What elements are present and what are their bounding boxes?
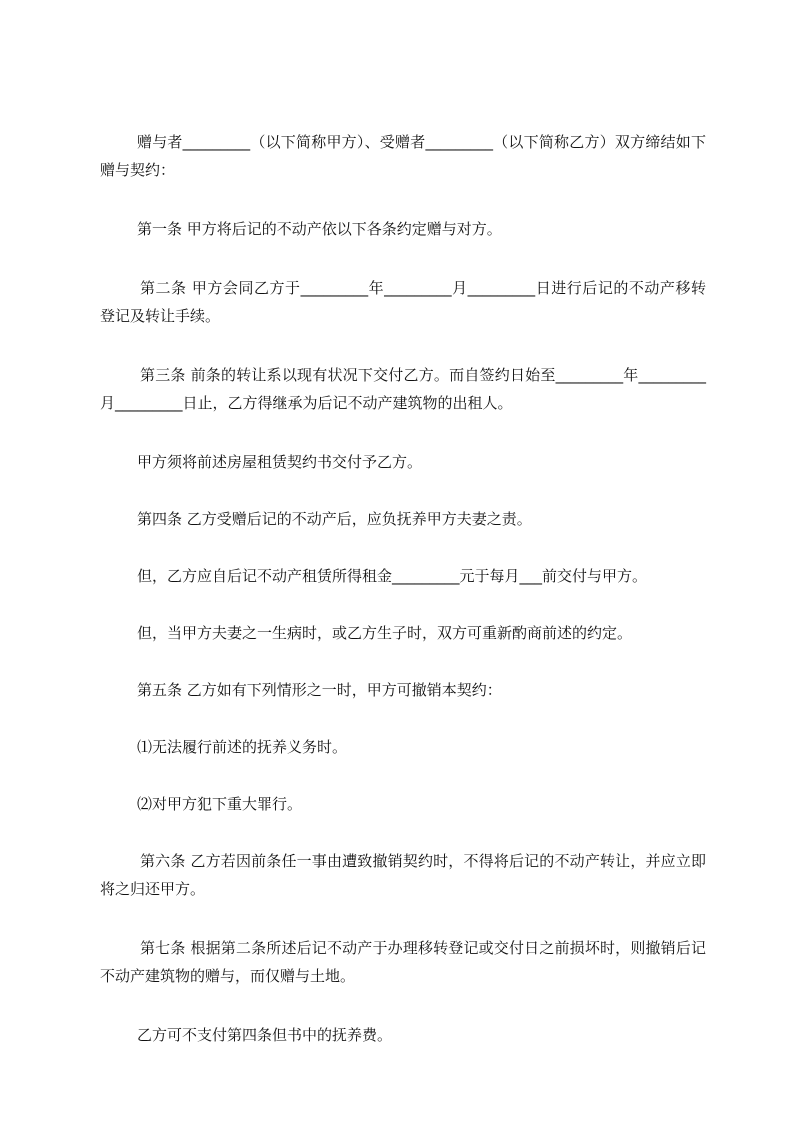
document-body xyxy=(100,128,706,1080)
article-6-paragraph: 第六条 乙方若因前条任一事由遭致撤销契约时，不得将后记的不动产转让，并应立即将之归还甲方。 xyxy=(100,852,706,898)
article-1-paragraph: 第一条 甲方将后记的不动产依以下各条约定赠与对方。 xyxy=(137,220,502,238)
article-5-item-2: ⑵对甲方犯下重大罪行。 xyxy=(137,795,303,813)
article-2-paragraph: 第二条 甲方会同乙方于_________年_________月_________日进行后记的不动产移转登记及转让手续。 xyxy=(100,279,706,325)
article-4-rent-paragraph: 但，乙方应自后记不动产租赁所得租金_________元于每月___前交付与甲方。 xyxy=(137,567,648,585)
article-4-renegotiate-paragraph: 但，当甲方夫妻之一生病时，或乙方生子时，双方可重新酌商前述的约定。 xyxy=(137,624,633,642)
article-3-lease-paragraph: 甲方须将前述房屋租赁契约书交付予乙方。 xyxy=(137,453,423,471)
article-7-paragraph: 第七条 根据第二条所述后记不动产于办理移转登记或交付日之前损坏时，则撤销后记不动产建筑物的赠与，而仅赠与土地。 xyxy=(100,939,706,985)
article-5-paragraph: 第五条 乙方如有下列情形之一时，甲方可撤销本契约： xyxy=(137,681,502,699)
preamble-paragraph: 赠与者_________（以下简称甲方）、受赠者_________（以下简称乙方）双方缔结如下赠与契约： xyxy=(100,133,706,179)
article-5-item-1: ⑴无法履行前述的抚养义务时。 xyxy=(137,738,348,756)
article-3-paragraph: 第三条 前条的转让系以现有状况下交付乙方。而自签约日始至_________年_________月_________日止，乙方得继承为后记不动产建筑物的出租人。 xyxy=(100,366,706,412)
article-4-paragraph: 第四条 乙方受赠后记的不动产后，应负抚养甲方夫妻之责。 xyxy=(137,510,532,528)
article-7-note-paragraph: 乙方可不支付第四条但书中的抚养费。 xyxy=(137,1026,393,1044)
